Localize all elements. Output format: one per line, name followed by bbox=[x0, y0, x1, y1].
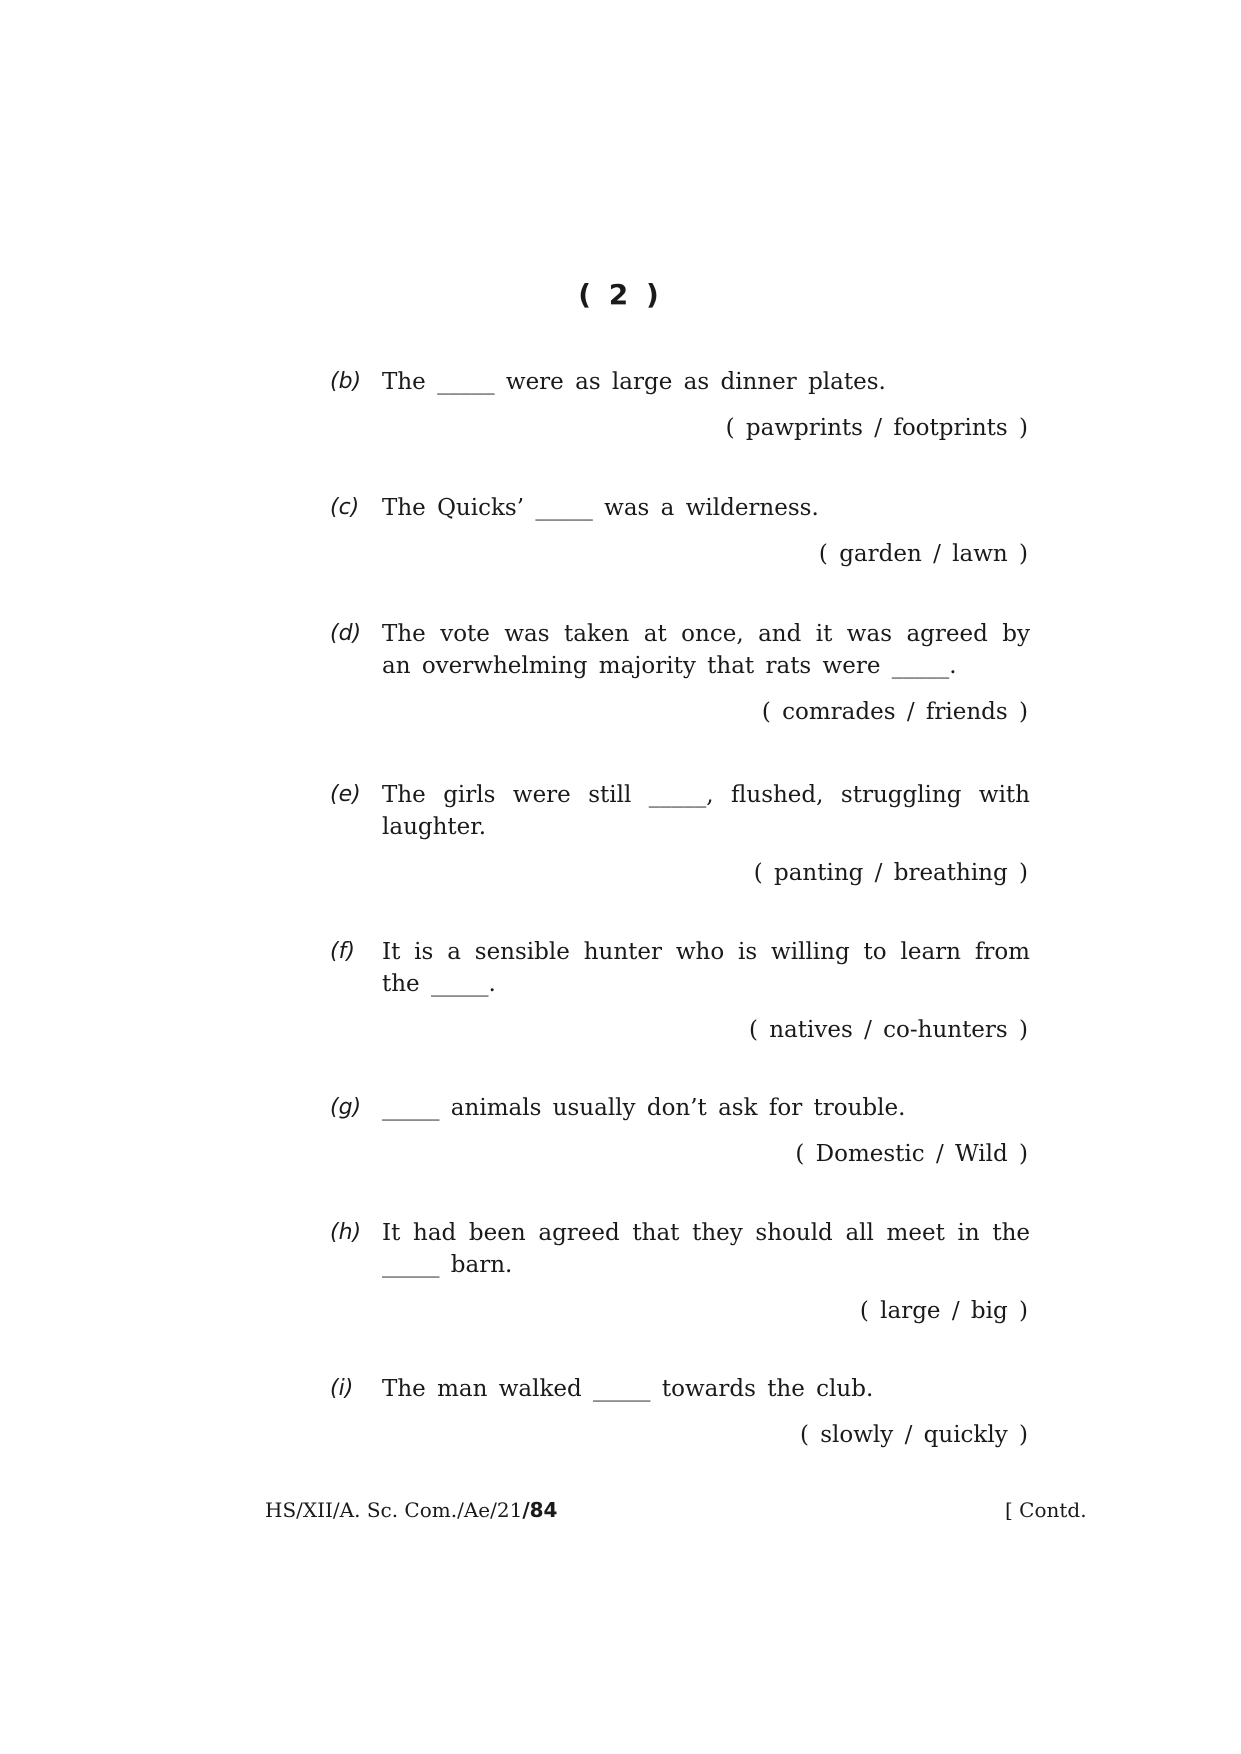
question-text: The man walked _____ towards the club. bbox=[382, 1376, 874, 1402]
question-i bbox=[330, 1373, 1030, 1451]
question-text: The Quicks’ _____ was a wilderness. bbox=[382, 495, 819, 521]
paper-code bbox=[265, 1498, 557, 1522]
paper-code-suffix: /84 bbox=[522, 1498, 558, 1522]
answer-options: ( comrades / friends ) bbox=[761, 699, 1028, 725]
question-h bbox=[330, 1217, 1030, 1327]
question-f bbox=[330, 936, 1030, 1046]
question-letter: (f) bbox=[330, 939, 355, 964]
question-letter: (i) bbox=[330, 1376, 354, 1401]
answer-options: ( garden / lawn ) bbox=[818, 541, 1028, 567]
question-letter: (c) bbox=[330, 495, 360, 520]
answer-options: ( pawprints / footprints ) bbox=[725, 415, 1028, 441]
question-letter: (e) bbox=[330, 782, 361, 807]
question-letter: (g) bbox=[330, 1095, 362, 1120]
question-c bbox=[330, 492, 1030, 570]
question-text: It had been agreed that they should all meet in the _____ barn. bbox=[382, 1220, 1030, 1278]
page-number: ( 2 ) bbox=[578, 278, 663, 311]
question-d bbox=[330, 618, 1030, 728]
question-letter: (h) bbox=[330, 1220, 362, 1245]
question-text: The vote was taken at once, and it was agreed by an overwhelming majority that rats were _____. bbox=[382, 621, 1030, 679]
question-letter: (b) bbox=[330, 369, 362, 394]
answer-options: ( natives / co-hunters ) bbox=[748, 1017, 1028, 1043]
question-text: _____ animals usually don’t ask for trouble. bbox=[382, 1095, 906, 1121]
question-letter: (d) bbox=[330, 621, 362, 646]
answer-options: ( panting / breathing ) bbox=[753, 860, 1028, 886]
question-text: The _____ were as large as dinner plates. bbox=[382, 369, 886, 395]
question-text: It is a sensible hunter who is willing to learn from the _____. bbox=[382, 939, 1030, 997]
continued-note: [ Contd. bbox=[1005, 1498, 1087, 1522]
paper-code-prefix: HS/XII/A. Sc. Com./Ae/21 bbox=[265, 1498, 523, 1522]
question-e bbox=[330, 779, 1030, 889]
answer-options: ( Domestic / Wild ) bbox=[795, 1141, 1028, 1167]
question-text: The girls were still _____, flushed, struggling with laughter. bbox=[382, 782, 1030, 840]
answer-options: ( slowly / quickly ) bbox=[799, 1422, 1028, 1448]
answer-options: ( large / big ) bbox=[859, 1298, 1028, 1324]
question-g bbox=[330, 1092, 1030, 1170]
question-b bbox=[330, 366, 1030, 444]
